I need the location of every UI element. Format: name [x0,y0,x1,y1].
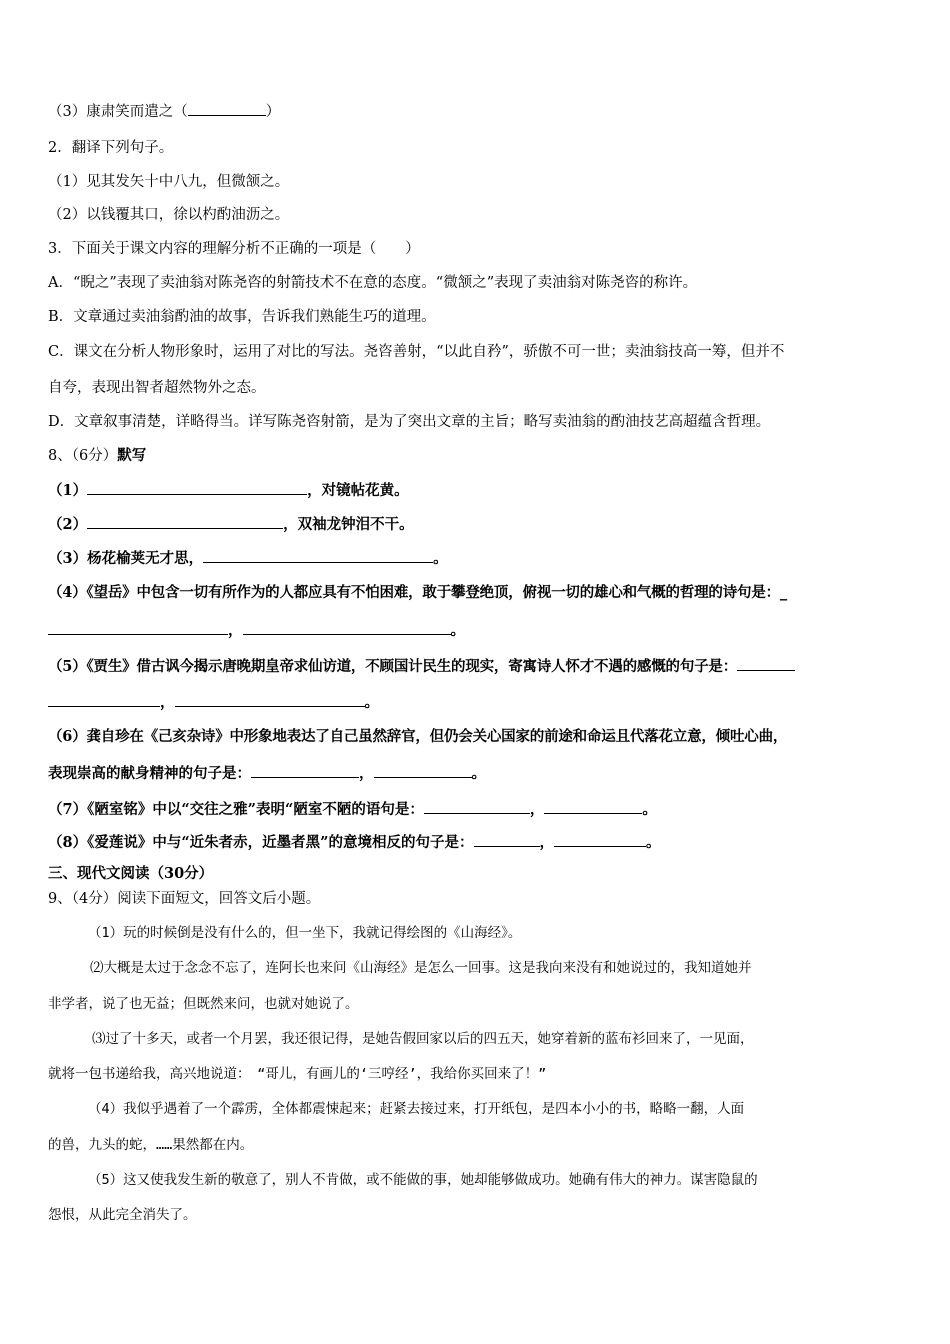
answer-blank[interactable] [175,692,365,707]
q8-item-7-end: 。 [642,801,657,818]
q8-item-4-sep: ， [228,622,243,639]
q7-2-sentence-1: （1）见其发矢十中八九，但微颔之。 [48,174,290,190]
q7-3-option-d: D．文章叙事清楚，详略得当。详写陈尧咨射箭，是为了突出文章的主旨；略写卖油翁的酌油技艺高超蕴含哲理。 [48,414,771,430]
q7-2-title: 2．翻译下列句子。 [48,140,174,156]
passage-paragraph-5-line2: 怨恨，从此完全消失了。 [48,1207,197,1223]
answer-blank[interactable] [243,620,451,635]
q7-3-option-c-line1: C．课文在分析人物形象时，运用了对比的写法。尧咨善射，“以此自矜”，骄傲不可一世；卖油翁技高一筹，但并不 [48,344,785,360]
q8-item-7-sep: ， [529,801,545,818]
q8-item-8-end: 。 [646,834,661,851]
q8-item-6-line2 [48,763,486,784]
answer-blank[interactable] [188,101,266,116]
answer-blank[interactable] [424,799,530,814]
q8-item-6-end: 。 [471,765,486,782]
q8-item-5-line2 [48,692,379,713]
q8-item-4-line1: （4）《望岳》中包含一切有所作为的人都应具有不怕困难，敢于攀登绝顶，俯视一切的雄心和气概的哲理的诗句是：_ [48,584,787,601]
q7-3-title: 3．下面关于课文内容的理解分析不正确的一项是（ ） [48,241,420,257]
answer-blank[interactable] [251,763,359,778]
q8-item-8-prefix: （8）《爱莲说》中与“近朱者赤，近墨者黑”的意境相反的句子是： [48,834,474,851]
q8-item-5-text: （5）《贾生》借古讽今揭示唐晚期皇帝求仙访道，不顾国计民生的现实，寄寓诗人怀才不遇的感慨的句子是： [48,658,738,675]
q7-3-option-c-line2: 自夸，表现出智者超然物外之态。 [48,380,266,396]
q8-item-3 [48,548,448,569]
q8-item-7 [48,799,657,820]
q8-item-1 [48,480,409,501]
q8-item-5-sep: ， [160,694,175,711]
q8-item-8 [48,832,661,853]
answer-blank[interactable] [374,763,472,778]
passage-paragraph-3-line1: ⑶过了十多天，或者一个月罢，我还很记得，是她告假回家以后的四五天，她穿着新的蓝布衫回来了，一见面， [92,1031,754,1047]
answer-blank[interactable] [48,620,228,635]
answer-blank[interactable] [737,656,795,671]
answer-blank[interactable] [48,692,160,707]
q8-item-5-line1 [48,656,795,677]
q8-item-3-prefix: （3）杨花榆荚无才思， [48,550,204,567]
q9-title: 9、（4分）阅读下面短文，回答文后小题。 [48,891,321,907]
q7-sub3-suffix: ） [265,104,281,120]
answer-blank[interactable] [203,548,433,563]
q8-title-bold: 默写 [117,447,147,464]
answer-blank[interactable] [87,480,307,495]
answer-blank[interactable] [554,832,646,847]
answer-blank[interactable] [87,514,283,529]
q8-item-8-sep: ， [539,834,555,851]
q8-item-1-suffix: ，对镜帖花黄。 [307,482,409,499]
answer-blank[interactable] [544,799,642,814]
passage-paragraph-5-line1: （5）这又使我发生新的敬意了，别人不肯做，或不能做的事，她却能够做成功。她确有伟大的神力。谋害隐鼠的 [88,1172,758,1188]
passage-paragraph-2-line2: 非学者，说了也无益；但既然来问，也就对她说了。 [48,996,359,1012]
q8-item-6-line1: （6）龚自珍在《己亥杂诗》中形象地表达了自己虽然辞官，但仍会关心国家的前途和命运且代落花立意，倾吐心曲， [48,728,788,745]
q8-item-1-prefix: （1） [48,482,88,499]
passage-paragraph-3-line2: 就将一包书递给我，高兴地说道： “哥儿，有画儿的‘三哼经’，我给你买回来了！” [48,1066,547,1082]
q8-title [48,446,146,466]
q8-item-7-prefix: （7）《陋室铭》中以“交往之雅”表明“陋室不陋的语句是： [48,801,424,818]
q8-item-6-sep: ， [359,765,374,782]
q8-item-2-prefix: （2） [48,516,88,533]
q7-3-option-b: B．文章通过卖油翁酌油的故事，告诉我们熟能生巧的道理。 [48,309,436,325]
q8-item-4-end: 。 [450,622,465,639]
q8-item-4-line2 [48,620,465,641]
passage-paragraph-2-line1: ⑵大概是太过于念念不忘了，连阿长也来问《山海经》是怎么一回事。这是我向来没有和她说过的，我知道她并 [90,960,752,976]
q7-3-option-a: A．“睨之”表现了卖油翁对陈尧咨的射箭技术不在意的态度。“微颔之”表现了卖油翁对陈尧咨的称许。 [48,275,698,291]
q7-sub3-prefix: （3）康肃笑而遣之（ [48,104,188,120]
section-3-title: 三、现代文阅读（30分） [48,865,214,882]
q8-title-prefix: 8、（6分） [48,448,118,464]
q8-item-5-end: 。 [364,694,379,711]
answer-blank[interactable] [474,832,540,847]
passage-paragraph-4-line1: （4）我似乎遇着了一个霹雳，全体都震悚起来；赶紧去接过来，打开纸包，是四本小小的书，略略一翻，人面 [88,1101,745,1117]
q7-2-sentence-2: （2）以钱覆其口，徐以杓酌油沥之。 [48,207,290,223]
q8-item-6-prefix: 表现崇高的献身精神的句子是： [48,765,251,782]
passage-paragraph-1: （1）玩的时候倒是没有什么的，但一坐下，我就记得绘图的《山海经》。 [88,925,522,941]
q8-item-2 [48,514,414,535]
q8-item-3-suffix: 。 [433,550,448,567]
passage-paragraph-4-line2: 的兽，九头的蛇，……果然都在内。 [48,1137,254,1153]
q7-sub3-line [48,101,280,122]
q8-item-2-suffix: ，双袖龙钟泪不干。 [283,516,414,533]
